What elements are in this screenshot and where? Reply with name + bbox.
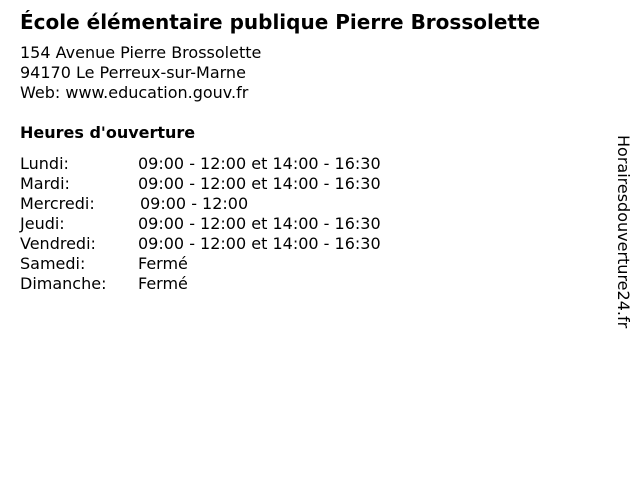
day-hours: Fermé — [138, 254, 188, 273]
day-hours: 09:00 - 12:00 et 14:00 - 16:30 — [138, 214, 381, 233]
day-label: Lundi: — [20, 154, 69, 173]
day-label: Samedi: — [20, 254, 86, 273]
opening-hours-table — [20, 154, 381, 294]
day-hours: 09:00 - 12:00 et 14:00 - 16:30 — [138, 154, 381, 173]
opening-hours-heading: Heures d'ouverture — [20, 123, 196, 142]
site-watermark: Horairesdouverture24.fr — [614, 135, 633, 329]
day-label: Vendredi: — [20, 234, 96, 253]
address-city: 94170 Le Perreux-sur-Marne — [20, 63, 246, 82]
school-address — [20, 43, 261, 103]
hours-row-samedi — [20, 254, 381, 274]
day-label: Mercredi: — [20, 194, 95, 213]
hours-row-mardi — [20, 174, 381, 194]
school-website: Web: www.education.gouv.fr — [20, 83, 249, 102]
hours-row-vendredi — [20, 234, 381, 254]
day-hours: 09:00 - 12:00 et 14:00 - 16:30 — [138, 174, 381, 193]
day-hours: 09:00 - 12:00 et 14:00 - 16:30 — [138, 234, 381, 253]
hours-row-dimanche — [20, 274, 381, 294]
hours-row-jeudi — [20, 214, 381, 234]
day-label: Mardi: — [20, 174, 70, 193]
hours-row-lundi — [20, 154, 381, 174]
address-street: 154 Avenue Pierre Brossolette — [20, 43, 262, 62]
day-label: Jeudi: — [20, 214, 65, 233]
hours-row-mercredi — [20, 194, 381, 214]
school-name: École élémentaire publique Pierre Brossolette — [20, 10, 541, 34]
day-label: Dimanche: — [20, 274, 107, 293]
day-hours: Fermé — [138, 274, 188, 293]
day-hours: 09:00 - 12:00 — [140, 194, 249, 213]
